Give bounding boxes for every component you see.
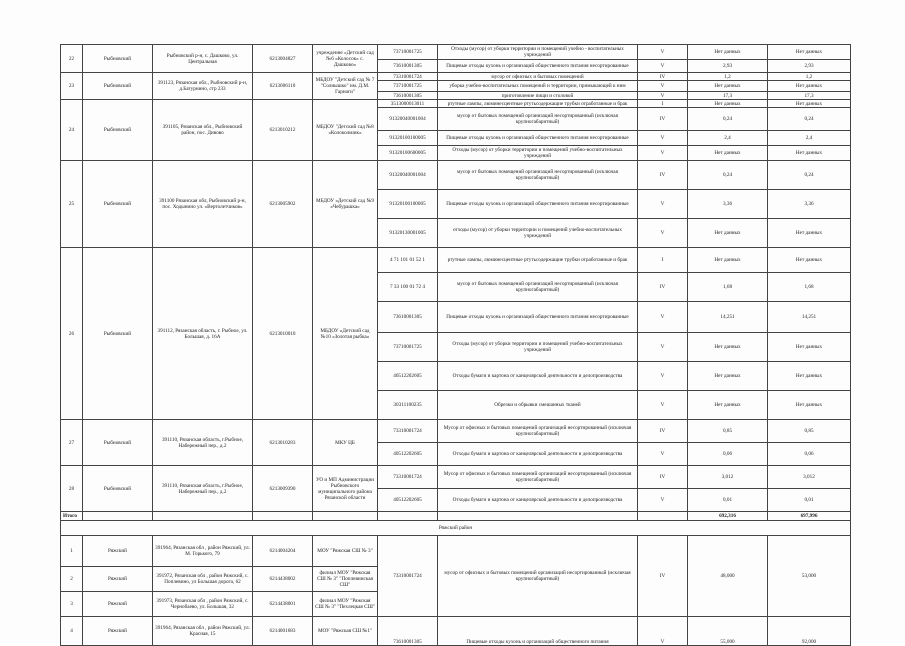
- hazard-class-cell: V: [638, 489, 688, 512]
- amount-a-cell: Нет данных: [688, 333, 768, 362]
- district-cell: Ряжский: [83, 617, 153, 646]
- amount-a-cell: 55,000: [688, 617, 768, 646]
- amount-b-cell: 3,36: [768, 190, 851, 219]
- amount-b-cell: 0,01: [768, 489, 851, 512]
- row-number: 4: [61, 617, 83, 646]
- hazard-class-cell: V: [638, 391, 688, 420]
- row-number: 24: [61, 100, 83, 161]
- district-cell: Рыбновский: [83, 161, 153, 248]
- table-row: [61, 617, 851, 646]
- waste-code-cell: 73610001305: [378, 302, 438, 333]
- waste-code-cell: 91320100100005: [378, 131, 438, 146]
- hazard-class-cell: V: [638, 617, 688, 646]
- waste-name-cell: Отходы бумаги и картона от канцелярской деятельности и делопроизводства: [438, 362, 638, 391]
- row-number: 3: [61, 592, 83, 617]
- waste-code-cell: 4 71 101 01 52 1: [378, 248, 438, 273]
- waste-name-cell: Пищевые отходы кухонь и организаций общественного питания: [438, 617, 638, 646]
- row-number: 1: [61, 536, 83, 567]
- hazard-class-cell: IV: [638, 466, 688, 489]
- row-number: 26: [61, 248, 83, 420]
- hazard-class-cell: IV: [638, 108, 688, 131]
- amount-a-cell: 3,012: [688, 466, 768, 489]
- waste-name-cell: отходы (мусор) от уборки территории и помещений учебно-воспитательных учреждений: [438, 219, 638, 248]
- amount-b-cell: 0,06: [768, 443, 851, 466]
- waste-name-cell: Мусор от офисных и бытовых помещений организаций несортированный (исключая крупногабаритный): [438, 420, 638, 443]
- waste-code-cell: 91320100100005: [378, 190, 438, 219]
- waste-code-cell: 3513000013011: [378, 100, 438, 108]
- organization-cell: МБДОУ «Детский сад №9 «Чебурашка»: [313, 161, 378, 248]
- waste-code-cell: 73710001725: [378, 81, 438, 92]
- waste-code-cell: 40512202605: [378, 489, 438, 512]
- amount-b-cell: 53,000: [768, 536, 851, 617]
- amount-a-cell: Нет данных: [688, 146, 768, 161]
- hazard-class-cell: I: [638, 248, 688, 273]
- inn-cell: 6213010010: [253, 248, 313, 420]
- address-cell: 391100 Рязанская обл, Рыбновский р-н, пос. Ходынино ул. «Вертолетчиков»: [153, 161, 253, 248]
- organization-cell: учреждение «Детский сад №6 «Колосок» с. Дашково»: [313, 45, 378, 73]
- amount-b-cell: 92,000: [768, 617, 851, 646]
- amount-b-cell: 2,93: [768, 60, 851, 73]
- address-cell: 391105, Рязанская обл., Рыбновский район, пос. Дивово: [153, 100, 253, 161]
- empty-cell: [153, 512, 253, 521]
- amount-b-cell: 2,4: [768, 131, 851, 146]
- table-row: [61, 45, 851, 60]
- amount-a-cell: 1,68: [688, 273, 768, 302]
- waste-name-cell: уборка учебно-воспитательных помещений и территории, примыкающей к ним: [438, 81, 638, 92]
- inn-cell: 6214438002: [253, 567, 313, 592]
- waste-code-cell: 40512202605: [378, 443, 438, 466]
- waste-code-cell: 7 33 100 01 72 4: [378, 273, 438, 302]
- waste-code-cell: 73310001724: [378, 466, 438, 489]
- waste-name-cell: Отходы бумаги и картона от канцелярской деятельности и делопроизводства: [438, 443, 638, 466]
- empty-cell: [313, 512, 378, 521]
- table-row: [61, 420, 851, 443]
- waste-code-cell: 73310001724: [378, 420, 438, 443]
- waste-name-cell: Обрезки и обрывки смешанных тканей: [438, 391, 638, 420]
- row-number: 22: [61, 45, 83, 73]
- address-cell: 391110, Рязанская область, г.Рыбное, Набережный пер., д.2: [153, 420, 253, 466]
- address-cell: 391110, Рязанская область, г.Рыбное, Набережный пер., д.2: [153, 466, 253, 512]
- hazard-class-cell: V: [638, 92, 688, 100]
- amount-a-cell: Нет данных: [688, 248, 768, 273]
- amount-a-cell: 0,85: [688, 420, 768, 443]
- waste-name-cell: ртутные лампы, люминесцентные ртутьсодержащие трубки отработанные и брак: [438, 248, 638, 273]
- district-cell: Рыбновский: [83, 466, 153, 512]
- table-row: [61, 100, 851, 108]
- hazard-class-cell: IV: [638, 161, 688, 190]
- organization-cell: МОУ "Ряжская СШ № 3": [313, 536, 378, 567]
- amount-a-cell: 0,06: [688, 443, 768, 466]
- amount-a-cell: 14,251: [688, 302, 768, 333]
- address-cell: 391123, Рязанская обл., Рыбновский р-н, д.Батурнино, стр 233: [153, 73, 253, 100]
- waste-code-cell: 91320040001004: [378, 108, 438, 131]
- organization-cell: УО и МП Администрации Рыбновского муниципального района Рязанской области: [313, 466, 378, 512]
- amount-b-cell: Нет данных: [768, 391, 851, 420]
- total-a: 692,316: [688, 512, 768, 521]
- amount-b-cell: 0,85: [768, 420, 851, 443]
- waste-name-cell: Пищевые отходы кухонь и организаций общественного питания несортированные: [438, 302, 638, 333]
- waste-name-cell: мусор от бытовых помещений организаций несортированный (исключая крупногабаритный): [438, 108, 638, 131]
- amount-a-cell: 0,24: [688, 161, 768, 190]
- amount-a-cell: 17,3: [688, 92, 768, 100]
- amount-b-cell: Нет данных: [768, 362, 851, 391]
- row-number: 27: [61, 420, 83, 466]
- hazard-class-cell: V: [638, 333, 688, 362]
- hazard-class-cell: V: [638, 81, 688, 92]
- amount-b-cell: Нет данных: [768, 219, 851, 248]
- waste-name-cell: мусор от бытовых помещений организаций несортированный (исключая крупногабаритный): [438, 273, 638, 302]
- waste-name-cell: Отходы бумаги и картона от канцелярской деятельности и делопроизводства: [438, 489, 638, 512]
- amount-a-cell: 2,4: [688, 131, 768, 146]
- organization-cell: МБДОУ "Детский сад № 7 "Солнышко" им. Д.М. Гарнаги": [313, 73, 378, 100]
- waste-table: [60, 44, 851, 646]
- row-number: 23: [61, 73, 83, 100]
- amount-b-cell: 17,3: [768, 92, 851, 100]
- district-cell: Ряжский: [83, 567, 153, 592]
- inn-cell: 6214438001: [253, 592, 313, 617]
- waste-name-cell: Мусор от офисных и бытовых помещений организаций несортированный (исключая крупногабаритный): [438, 466, 638, 489]
- waste-name-cell: ртутные лампы, люминесцентные ртутьсодержащие трубки отработанные и брак: [438, 100, 638, 108]
- organization-cell: МБДОУ "Детский сад №8 «Колокольчик»: [313, 100, 378, 161]
- hazard-class-cell: V: [638, 219, 688, 248]
- inn-cell: 6213010283: [253, 420, 313, 466]
- hazard-class-cell: V: [638, 131, 688, 146]
- address-cell: 391112, Рязанская область, г. Рыбное, ул. Большая, д. 16А: [153, 248, 253, 420]
- inn-cell: 6213010212: [253, 100, 313, 161]
- waste-name-cell: Отходы (мусор) от уборки территории и помещений учебно-воспитательных учреждений: [438, 146, 638, 161]
- amount-b-cell: 14,251: [768, 302, 851, 333]
- table-row: [61, 73, 851, 81]
- amount-a-cell: 3,36: [688, 190, 768, 219]
- table-row: [61, 536, 851, 567]
- inn-cell: 6213005902: [253, 161, 313, 248]
- waste-code-cell: 91320130001005: [378, 219, 438, 248]
- total-b: 697,996: [768, 512, 851, 521]
- amount-a-cell: Нет данных: [688, 391, 768, 420]
- amount-b-cell: Нет данных: [768, 81, 851, 92]
- amount-b-cell: Нет данных: [768, 146, 851, 161]
- amount-b-cell: 1,2: [768, 73, 851, 81]
- district-cell: Рыбновский: [83, 248, 153, 420]
- waste-name-cell: Отходы (мусор) от уборки территории и помещений учебно-воспитательных учреждений: [438, 333, 638, 362]
- waste-name-cell: Пищевые отходы кухонь и организаций общественного питания несортированные: [438, 190, 638, 219]
- empty-cell: [438, 512, 638, 521]
- row-number: 25: [61, 161, 83, 248]
- amount-b-cell: Нет данных: [768, 45, 851, 60]
- waste-name-cell: Отходы (мусор) от уборки территории и помещений учебно - воспитательных учреждений: [438, 45, 638, 60]
- waste-name-cell: приготовление пищи и столовой: [438, 92, 638, 100]
- amount-a-cell: Нет данных: [688, 219, 768, 248]
- row-number: 28: [61, 466, 83, 512]
- hazard-class-cell: IV: [638, 420, 688, 443]
- inn-cell: 6214004204: [253, 536, 313, 567]
- row-number: 2: [61, 567, 83, 592]
- amount-a-cell: 48,000: [688, 536, 768, 617]
- waste-code-cell: 73710001725: [378, 45, 438, 60]
- waste-code-cell: 73610001305: [378, 60, 438, 73]
- inn-cell: 6213004827: [253, 45, 313, 73]
- waste-code-cell: 73610001305: [378, 92, 438, 100]
- total-label: Итого: [61, 512, 83, 521]
- waste-name-cell: Пищевые отходы кухонь и организаций общественного питания несортированные: [438, 60, 638, 73]
- organization-cell: филиал МОУ "Ряжская СШ № 3" "Пехлецкая СШ": [313, 592, 378, 617]
- amount-b-cell: Нет данных: [768, 333, 851, 362]
- organization-cell: филиал МОУ "Ряжская СШ № 3" "Поплевинская СШ": [313, 567, 378, 592]
- hazard-class-cell: V: [638, 302, 688, 333]
- hazard-class-cell: V: [638, 45, 688, 60]
- amount-a-cell: 0,24: [688, 108, 768, 131]
- hazard-class-cell: V: [638, 362, 688, 391]
- address-cell: 391964, Рязанская обл , район Ряжский, ул. М. Горького, 79: [153, 536, 253, 567]
- section-title: Ряжский район: [61, 521, 851, 536]
- waste-code-cell: 40512202605: [378, 362, 438, 391]
- empty-cell: [378, 512, 438, 521]
- district-cell: Ряжский: [83, 536, 153, 567]
- district-cell: Рыбновский: [83, 73, 153, 100]
- amount-a-cell: 0,01: [688, 489, 768, 512]
- empty-cell: [638, 512, 688, 521]
- amount-a-cell: Нет данных: [688, 45, 768, 60]
- waste-name-cell: мусор от офисных и бытовых помещений организаций несортированный (исключая крупногабаритный): [438, 536, 638, 617]
- waste-code-cell: 91320100600005: [378, 146, 438, 161]
- organization-cell: МКУ ЦБ: [313, 420, 378, 466]
- waste-name-cell: мусор от бытовых помещений организаций несортированный (исключая крупногабаритный): [438, 161, 638, 190]
- inn-cell: 6213006110: [253, 73, 313, 100]
- waste-code-cell: 73710001725: [378, 333, 438, 362]
- section-row: [61, 521, 851, 536]
- waste-code-cell: 73610001305: [378, 617, 438, 646]
- amount-b-cell: 0,24: [768, 161, 851, 190]
- hazard-class-cell: IV: [638, 73, 688, 81]
- district-cell: Рыбновский: [83, 100, 153, 161]
- table-row: [61, 248, 851, 273]
- inn-cell: 6213009390: [253, 466, 313, 512]
- waste-code-cell: 91320040001004: [378, 161, 438, 190]
- district-cell: Рыбновский: [83, 45, 153, 73]
- address-cell: 391972, Рязанская обл , район Ряжский, с. Поплевино, ул Большая дорога, 62: [153, 567, 253, 592]
- hazard-class-cell: I: [638, 100, 688, 108]
- amount-a-cell: Нет данных: [688, 100, 768, 108]
- amount-b-cell: 1,68: [768, 273, 851, 302]
- waste-name-cell: мусор от офисных и бытовых помещений: [438, 73, 638, 81]
- address-cell: Рыбновский р-н, с. Дашково, ул. Центральная: [153, 45, 253, 73]
- hazard-class-cell: IV: [638, 273, 688, 302]
- amount-b-cell: Нет данных: [768, 100, 851, 108]
- amount-a-cell: Нет данных: [688, 362, 768, 391]
- hazard-class-cell: V: [638, 60, 688, 73]
- waste-code-cell: 30311100235: [378, 391, 438, 420]
- table-row: [61, 466, 851, 489]
- hazard-class-cell: V: [638, 443, 688, 466]
- empty-cell: [83, 512, 153, 521]
- amount-a-cell: Нет данных: [688, 81, 768, 92]
- waste-code-cell: 73310001724: [378, 73, 438, 81]
- total-row: [61, 512, 851, 521]
- district-cell: Ряжский: [83, 592, 153, 617]
- inn-cell: 6214001683: [253, 617, 313, 646]
- hazard-class-cell: V: [638, 146, 688, 161]
- organization-cell: МБДОУ «Детский сад №10 «Золотая рыбка»: [313, 248, 378, 420]
- address-cell: 391964, Рязанская обл , район Ряжский, ул. Красная, 15: [153, 617, 253, 646]
- hazard-class-cell: V: [638, 190, 688, 219]
- waste-code-cell: 73310001724: [378, 536, 438, 617]
- amount-b-cell: 0,24: [768, 108, 851, 131]
- address-cell: 391973, Рязанская обл , район Ряжский, с. Чернобаево, ул. Большая, 32: [153, 592, 253, 617]
- hazard-class-cell: IV: [638, 536, 688, 617]
- amount-b-cell: Нет данных: [768, 248, 851, 273]
- amount-a-cell: 1,2: [688, 73, 768, 81]
- table-row: [61, 161, 851, 190]
- waste-name-cell: Пищевые отходы кухонь и организаций общественного питания несортированные: [438, 131, 638, 146]
- district-cell: Рыбновский: [83, 420, 153, 466]
- empty-cell: [253, 512, 313, 521]
- organization-cell: МОУ "Ряжская СШ №1": [313, 617, 378, 646]
- amount-a-cell: 2,93: [688, 60, 768, 73]
- amount-b-cell: 3,012: [768, 466, 851, 489]
